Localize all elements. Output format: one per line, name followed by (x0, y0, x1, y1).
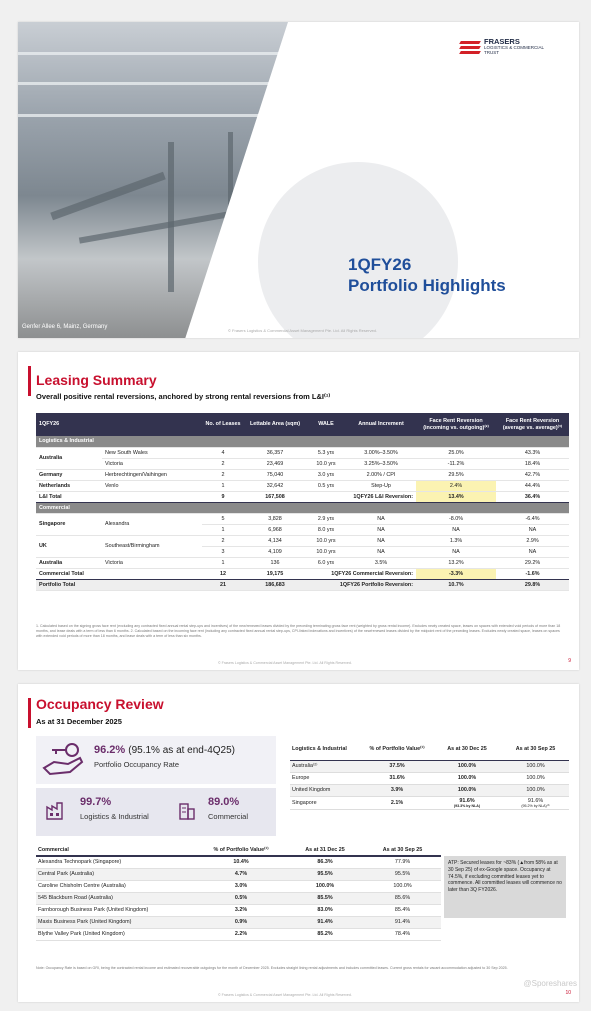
cell-dec: 91.4% (286, 916, 364, 928)
table-row (36, 557, 569, 568)
leasing-table (36, 413, 569, 591)
li-label: Logistics & Industrial (80, 812, 149, 821)
commercial-occupancy-table (36, 844, 441, 941)
commercial-occupancy: 89.0% (208, 796, 240, 808)
cell-sep: 91.4% (364, 916, 441, 928)
cell-name: Caroline Chisholm Centre (Australia) (36, 880, 196, 892)
cell-pv: 31.6% (362, 772, 432, 784)
cell-area: 75,040 (244, 469, 306, 480)
cell-reversion1: NA (416, 546, 496, 557)
cell-area: 4,134 (244, 535, 306, 546)
cell-reversion1: 2.4% (416, 480, 496, 491)
cell-sep: 100.0% (502, 784, 569, 796)
cell-increment: Step-Up (346, 480, 416, 491)
col-header: No. of Leases (202, 413, 244, 436)
col-header: As at 30 Sep 25 (364, 844, 441, 856)
cell-location: Herbrechtingen/Vaihingen (102, 469, 202, 480)
table-row (36, 856, 441, 868)
cell-dec: 95.5% (286, 868, 364, 880)
commercial-label: Commercial (208, 812, 249, 821)
table-row (290, 760, 569, 772)
cell-wale: 5.3 yrs (306, 447, 346, 458)
cover-footer: © Frasers Logistics & Commercial Asset Management Pte. Ltd. All Rights Reserved. (228, 328, 378, 333)
table-row (36, 904, 441, 916)
total-reversion2: -1.6% (496, 568, 569, 579)
cell-wale: 2.9 yrs (306, 513, 346, 524)
cell-increment: NA (346, 546, 416, 557)
cell-sep: 95.5% (364, 868, 441, 880)
total-reversion1: -3.3% (416, 568, 496, 579)
cover-title-line2: Portfolio Highlights (348, 276, 506, 296)
cell-sep: 100.0% (502, 772, 569, 784)
cell-leases: 1 (202, 480, 244, 491)
cell-dec (432, 796, 502, 809)
cell-leases: 3 (202, 546, 244, 557)
cell-pv: 2.2% (196, 928, 286, 940)
slide-footer: © Frasers Logistics & Commercial Asset Management Pte. Ltd. All Rights Reserved. (218, 993, 352, 997)
cell-country: UK (36, 535, 102, 557)
cell-increment: NA (346, 513, 416, 524)
cell-reversion1: 25.0% (416, 447, 496, 458)
cell-sep-value: 91.6% (527, 797, 544, 804)
cell-wale: 3.0 yrs (306, 469, 346, 480)
total-label: L&I Total (36, 491, 202, 502)
cell-leases: 1 (202, 557, 244, 568)
cell-reversion2: -6.4% (496, 513, 569, 524)
warehouse-icon (46, 800, 64, 820)
atp-note-box: ATP: Secured leases for ~83% (▲from 58% as at 30 Sep 25) of ex-Google space. Occupancy at 74.5%, if excluding committed leases yet to commence. All committed leases will commence no later than 3Q FY2026. (444, 856, 566, 918)
cell-country: Australia (36, 447, 102, 469)
total-reversion1: 10.7% (416, 579, 496, 590)
cell-reversion1: -8.0% (416, 513, 496, 524)
cell-location: New South Wales (102, 447, 202, 458)
cell-reversion1: -11.2% (416, 458, 496, 469)
cell-leases: 2 (202, 469, 244, 480)
cell-dec: 100.0% (286, 880, 364, 892)
cell-increment: 2.00% / CPI (346, 469, 416, 480)
col-header: Face Rent Reversion (average vs. average)⁽³⁾ (496, 413, 569, 436)
cell-increment: NA (346, 524, 416, 535)
cell-dec: 86.3% (286, 856, 364, 868)
table-row (36, 892, 441, 904)
cell-dec-value: 91.6% (459, 797, 475, 804)
total-leases: 12 (202, 568, 244, 579)
section-label: Logistics & Industrial (36, 436, 569, 447)
cell-sep: 77.9% (364, 856, 441, 868)
table-row (36, 458, 569, 469)
occupancy-main: 96.2% (94, 744, 126, 756)
occupancy-review-slide (18, 684, 579, 1002)
cover-title (348, 254, 506, 297)
cell-dec: 85.5% (286, 892, 364, 904)
cell-reversion2: 43.3% (496, 447, 569, 458)
col-header (102, 413, 202, 436)
cell-name: Farnborough Business Park (United Kingdom) (36, 904, 196, 916)
cell-name: Europe (290, 772, 362, 784)
cell-name: 545 Blackburn Road (Australia) (36, 892, 196, 904)
cell-reversion2: NA (496, 524, 569, 535)
hand-key-icon (42, 742, 86, 776)
total-label: Portfolio Total (36, 579, 202, 590)
cell-sep-note: (95.2% by NLA)⁽³⁾ (521, 803, 550, 808)
table-row (290, 772, 569, 784)
cell-country: Germany (36, 469, 102, 480)
photo-caption: Genfer Allee 6, Mainz, Germany (22, 324, 108, 330)
cell-country: Singapore (36, 513, 102, 535)
col-header: % of Portfolio Value⁽¹⁾ (196, 844, 286, 856)
logo-name: FRASERS (484, 37, 520, 46)
office-building-icon (178, 800, 196, 820)
logo-line3: TRUST (484, 49, 499, 55)
cell-reversion1: 13.2% (416, 557, 496, 568)
footnote: 1. Calculated based on the signing gross face rent (excluding any contracted fixed annual rental step-ups and incentives) of the new/renewed leases divided by the preceding terminating gross face rent (weighted by gross rental income). Excludes newly created space, leases on spaces with extended void periods of more than 18 months, and lease deals with a term of less than 6 months. 2. Calculated based on the incoming face rent (including any contracted fixed annual rental step-ups, CPI-linked indexations and incentives) of the new/renewed leases divided by the midpoint rent of the preceding leases. Excludes newly created space, leases on spaces with extended void periods of more than 18 months, and lease deals with a term of less than six months. (36, 624, 561, 638)
cell-reversion2: 18.4% (496, 458, 569, 469)
frasers-logo-icon (460, 39, 480, 55)
cell-name: Central Park (Australia) (36, 868, 196, 880)
cell-pv: 0.9% (196, 916, 286, 928)
cell-dec: 85.2% (286, 928, 364, 940)
cell-leases: 5 (202, 513, 244, 524)
footnote: Note: Occupancy Rate is based on GRI, being the contracted rental income and estimated recoverable outgoings for the month of December 2025. Excludes straight lining rental adjustments and includes committed leases. Current gross rentals for vacant accommodation adjusted to 30 Sep 2025. (36, 966, 508, 970)
cell-dec: 100.0% (432, 772, 502, 784)
page-number: 10 (565, 990, 571, 996)
cell-increment: 3.00%–3.50% (346, 447, 416, 458)
cell-dec: 83.0% (286, 904, 364, 916)
occupancy-label: Portfolio Occupancy Rate (94, 760, 180, 769)
reversion-label: 1QFY26 L&I Reversion: (306, 491, 416, 502)
page-number: 9 (568, 658, 571, 664)
col-header: 1QFY26 (36, 413, 102, 436)
table-row (36, 880, 441, 892)
cell-pv: 0.5% (196, 892, 286, 904)
table-row (36, 928, 441, 940)
table-row (290, 784, 569, 796)
col-header: Commercial (36, 844, 196, 856)
cell-leases: 2 (202, 458, 244, 469)
cell-reversion1: NA (416, 524, 496, 535)
occupancy-previous: (95.1% as at end-4Q25) (128, 745, 235, 756)
cell-wale: 10.0 yrs (306, 546, 346, 557)
cell-sep: 100.0% (364, 880, 441, 892)
watermark: @Sporeshares (523, 979, 577, 988)
leasing-summary-slide (18, 352, 579, 670)
li-occupancy: 99.7% (80, 796, 112, 808)
cell-wale: 10.0 yrs (306, 458, 346, 469)
cell-reversion2: NA (496, 546, 569, 557)
cell-increment: 3.25%–3.50% (346, 458, 416, 469)
total-area: 186,683 (244, 579, 306, 590)
cover-slide (18, 22, 579, 338)
cell-pv: 2.1% (362, 796, 432, 809)
cell-location: Victoria (102, 557, 202, 568)
cell-country: Netherlands (36, 480, 102, 491)
table-row (36, 916, 441, 928)
cell-dec: 100.0% (432, 784, 502, 796)
total-leases: 9 (202, 491, 244, 502)
col-header: As at 31 Dec 25 (286, 844, 364, 856)
total-label: Commercial Total (36, 568, 202, 579)
frasers-logo (460, 38, 544, 55)
reversion-label: 1QFY26 Portfolio Reversion: (306, 579, 416, 590)
cell-wale: 0.5 yrs (306, 480, 346, 491)
page-title: Occupancy Review (36, 696, 164, 712)
occupancy-rate (94, 744, 235, 756)
cell-name: Maxis Business Park (United Kingdom) (36, 916, 196, 928)
cell-reversion2: 29.2% (496, 557, 569, 568)
total-reversion2: 36.4% (496, 491, 569, 502)
cell-reversion1: 29.5% (416, 469, 496, 480)
portfolio-total-row (36, 579, 569, 590)
cell-sep (502, 796, 569, 809)
total-leases: 21 (202, 579, 244, 590)
cell-leases: 2 (202, 535, 244, 546)
cell-increment: 3.5% (346, 557, 416, 568)
cell-area: 32,642 (244, 480, 306, 491)
table-row (36, 480, 569, 491)
cell-leases: 4 (202, 447, 244, 458)
col-header: As at 30 Sep 25 (502, 738, 569, 760)
cell-country: Australia (36, 557, 102, 568)
table-row (36, 513, 569, 524)
cell-reversion2: 44.4% (496, 480, 569, 491)
cell-area: 6,968 (244, 524, 306, 535)
total-area: 167,508 (244, 491, 306, 502)
cell-dec-note: (93.3% by NLA) (453, 803, 481, 808)
col-header: Annual Increment (346, 413, 416, 436)
cell-area: 36,357 (244, 447, 306, 458)
cell-area: 3,828 (244, 513, 306, 524)
cell-reversion2: 2.9% (496, 535, 569, 546)
page-title: Leasing Summary (36, 372, 157, 388)
cell-wale: 8.0 yrs (306, 524, 346, 535)
table-row (290, 796, 569, 809)
table-row (36, 868, 441, 880)
table-row (36, 535, 569, 546)
cell-pv: 3.2% (196, 904, 286, 916)
cell-leases: 1 (202, 524, 244, 535)
col-header: % of Portfolio Value⁽¹⁾ (362, 738, 432, 760)
col-header: Face Rent Reversion (incoming vs. outgoing)⁽²⁾ (416, 413, 496, 436)
cell-sep: 100.0% (502, 760, 569, 772)
cell-location: Venlo (102, 480, 202, 491)
section-label: Commercial (36, 502, 569, 513)
cell-area: 4,109 (244, 546, 306, 557)
cover-title-line1: 1QFY26 (348, 255, 412, 274)
cell-reversion1: 1.3% (416, 535, 496, 546)
cell-location: Alexandra (102, 513, 202, 535)
total-reversion1: 13.4% (416, 491, 496, 502)
page-subtitle: As at 31 December 2025 (36, 717, 122, 726)
logo-line2: LOGISTICS & COMMERCIAL (484, 44, 545, 50)
cell-name: Australia⁽²⁾ (290, 760, 362, 772)
cell-name: United Kingdom (290, 784, 362, 796)
cell-pv: 3.9% (362, 784, 432, 796)
li-total-row (36, 491, 569, 502)
slide-footer: © Frasers Logistics & Commercial Asset Management Pte. Ltd. All Rights Reserved. (218, 661, 352, 665)
commercial-total-row (36, 568, 569, 579)
total-area: 19,175 (244, 568, 306, 579)
cell-location: Southeast/Birmingham (102, 535, 202, 557)
cell-area: 23,469 (244, 458, 306, 469)
cell-pv: 37.5% (362, 760, 432, 772)
cell-pv: 3.0% (196, 880, 286, 892)
li-occupancy-table (290, 738, 569, 810)
page-subtitle: Overall positive rental reversions, anchored by strong rental reversions from L&I⁽¹⁾ (36, 392, 331, 401)
cell-name: Blythe Valley Park (United Kingdom) (36, 928, 196, 940)
cell-area: 136 (244, 557, 306, 568)
cell-reversion2: 42.7% (496, 469, 569, 480)
col-header: Logistics & Industrial (290, 738, 362, 760)
total-reversion2: 29.8% (496, 579, 569, 590)
cell-increment: NA (346, 535, 416, 546)
cell-sep: 78.4% (364, 928, 441, 940)
col-header: WALE (306, 413, 346, 436)
table-row (36, 447, 569, 458)
cell-location: Victoria (102, 458, 202, 469)
col-header: As at 30 Dec 25 (432, 738, 502, 760)
cell-pv: 10.4% (196, 856, 286, 868)
cell-sep: 85.6% (364, 892, 441, 904)
cell-sep: 85.4% (364, 904, 441, 916)
reversion-label: 1QFY26 Commercial Reversion: (306, 568, 416, 579)
cell-pv: 4.7% (196, 868, 286, 880)
cell-dec: 100.0% (432, 760, 502, 772)
cell-name: Alexandra Technopark (Singapore) (36, 856, 196, 868)
cell-wale: 10.0 yrs (306, 535, 346, 546)
cell-wale: 6.0 yrs (306, 557, 346, 568)
cell-name: Singapore (290, 796, 362, 809)
col-header: Lettable Area (sqm) (244, 413, 306, 436)
table-row (36, 469, 569, 480)
